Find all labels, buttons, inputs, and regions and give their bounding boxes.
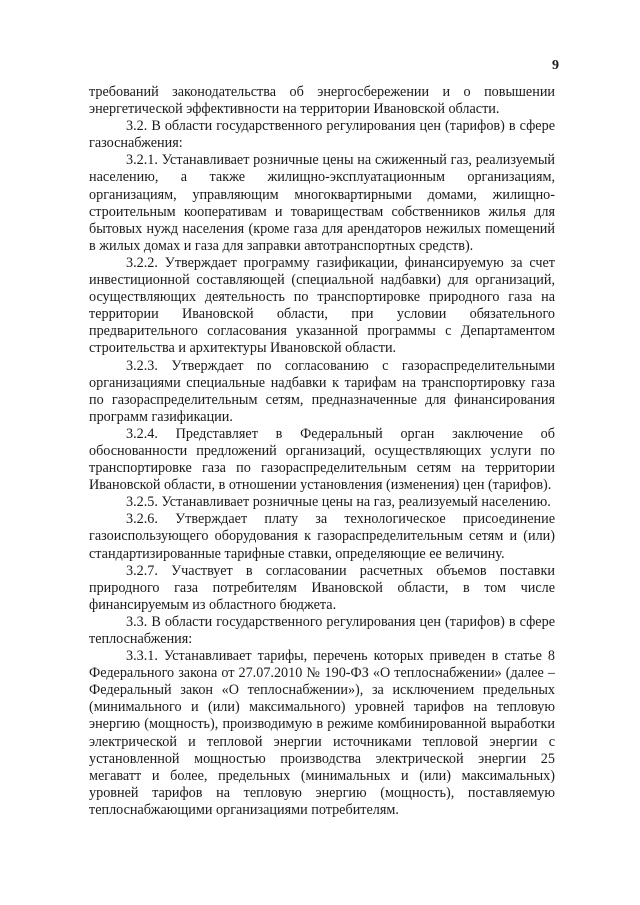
paragraph-3-2-6: 3.2.6. Утверждает плату за технологическое присоединение газоиспользующего оборудования к газораспределительным сетям и (или) стандартизированные тарифные ставки, определяющие ее величину.: [89, 511, 555, 562]
paragraph-3-2-1: 3.2.1. Устанавливает розничные цены на сжиженный газ, реализуемый населению, а также жилищно-эксплуатационным организациям, организациям, управляющим многоквартирными домами, жилищно-строительным кооперативам и товариществам собственников жилья для бытовых нужд населения (кроме газа для арендаторов нежилых помещений в жилых домах и газа для заправки автотранспортных средств).: [89, 152, 555, 254]
document-body: [89, 84, 555, 819]
paragraph-3-2-4: 3.2.4. Представляет в Федеральный орган заключение об обоснованности предложений организаций, осуществляющих услуги по транспортировке газа по газораспределительным сетям на территории Ивановской области, в отношении установления (изменения) цен (тарифов).: [89, 425, 555, 494]
paragraph-3-2-2: 3.2.2. Утверждает программу газификации, финансируемую за счет инвестиционной составляющей (специальной надбавки) для организаций, осуществляющих деятельность по транспортировке природного газа на территории Ивановской области, при условии обязательного предварительного согласования указанной программы с Департаментом строительства и архитектуры Ивановской области.: [89, 254, 555, 357]
paragraph-3-2-7: 3.2.7. Участвует в согласовании расчетных объемов поставки природного газа потребителям Ивановской области, в том числе финансируемым из областного бюджета.: [89, 562, 555, 613]
paragraph-3-3-1: 3.3.1. Устанавливает тарифы, перечень которых приведен в статье 8 Федерального закона от 27.07.2010 № 190-ФЗ «О теплоснабжении» (далее – Федеральный закон «О теплоснабжении»), за исключением предельных (минимального и (или) максимального) уровней тарифов на тепловую энергию (мощность), производимую в режиме комбинированной выработки электрической и тепловой энергии источниками тепловой энергии с установленной мощностью производства электрической энергии 25 мегаватт и более, предельных (минимальных и (или) максимальных) уровней тарифов на тепловую энергию (мощность), поставляемую теплоснабжающими организациями потребителям.: [89, 648, 555, 818]
paragraph-3-2-3: 3.2.3. Утверждает по согласованию с газораспределительными организациями специальные надбавки к тарифам на транспортировку газа по газораспределительным сетям, предназначенные для финансирования программ газификации.: [89, 357, 555, 425]
paragraph-3-2: 3.2. В области государственного регулирования цен (тарифов) в сфере газоснабжения:: [89, 118, 555, 152]
paragraph-continuation: требований законодательства об энергосбережении и о повышении энергетической эффективности на территории Ивановской области.: [89, 84, 555, 118]
paragraph-3-3: 3.3. В области государственного регулирования цен (тарифов) в сфере теплоснабжения:: [89, 613, 555, 647]
paragraph-3-2-5: 3.2.5. Устанавливает розничные цены на газ, реализуемый населению.: [126, 494, 551, 511]
page-number: 9: [552, 58, 559, 73]
